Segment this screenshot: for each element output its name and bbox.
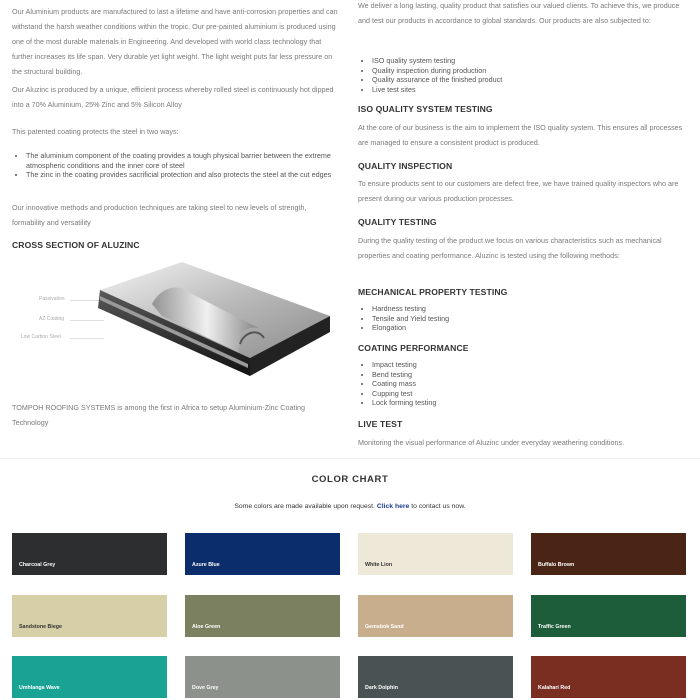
color-swatch[interactable]	[12, 595, 167, 637]
list-item: • Quality inspection during production	[372, 66, 688, 76]
figure-label-az-coating: AZ Coating	[39, 316, 65, 322]
list-item: • Lock forming testing	[372, 398, 688, 408]
color-swatch[interactable]	[358, 533, 513, 575]
aluminium-paragraph: Our Aluminium products are manufactured to last a lifetime and have anti-corrosion properties and can withstand the harsh weather conditions within the tropic. Our pre-painted aluminium is produced using one of the most durable materials in Engineering. And developed with world class technology that further increases its life span. Very durable yet light weight. The light weight puts far less pressure on the structural building.	[12, 7, 338, 76]
coating-performance-bullets	[358, 360, 688, 408]
live-test-text: Monitoring the visual performance of Aluzinc under everyday weathering conditions.	[358, 438, 625, 447]
list-item: • The zinc in the coating provides sacrificial protection and also protects the steel at the cut edges	[26, 170, 340, 180]
color-swatch[interactable]	[358, 656, 513, 698]
color-swatch[interactable]	[531, 595, 686, 637]
iso-testing-heading: ISO QUALITY SYSTEM TESTING	[358, 104, 493, 114]
list-item: • Tensile and Yield testing	[372, 314, 688, 324]
list-item: • Hardness testing	[372, 304, 688, 314]
swatch-label: Gemsbok Sand	[365, 624, 404, 630]
innovation-paragraph: Our innovative methods and production techniques are taking steel to new levels of strength, formability and versatility	[12, 203, 307, 227]
note-text: Some colors are made available upon request.	[234, 503, 375, 510]
list-item: • Impact testing	[372, 360, 688, 370]
color-swatch[interactable]	[185, 533, 340, 575]
swatch-label: Umhlanga Wave	[19, 685, 60, 691]
coating-performance-heading: COATING PERFORMANCE	[358, 343, 469, 353]
color-swatch[interactable]	[358, 595, 513, 637]
swatch-label: Traffic Green	[538, 624, 571, 630]
quality-inspection-text: To ensure products sent to our customers are defect free, we have trained quality inspectors who are present during our various production processes.	[358, 179, 679, 203]
list-item: • Bend testing	[372, 370, 688, 380]
color-swatch[interactable]	[185, 656, 340, 698]
quality-intro-bullets	[358, 56, 688, 94]
quality-testing-text: During the quality testing of the product we focus on various characteristics such as mechanical properties and coating performance. Aluzinc is tested using the following methods:	[358, 236, 662, 260]
aluzinc-paragraph: Our Aluzinc is produced by a unique, efficient process whereby rolled steel is continuously hot dipped into a 70% Aluminium, 25% Zinc and 5% Silicon Alloy	[12, 85, 334, 109]
list-item: • Quality assurance of the finished product	[372, 75, 688, 85]
swatch-label: Buffalo Brown	[538, 562, 575, 568]
swatch-label: Aloe Green	[192, 624, 221, 630]
tompoh-paragraph: TOMPOH ROOFING SYSTEMS is among the first in Africa to setup Aluminium-Zinc Coating Technology	[12, 403, 306, 427]
swatch-label: Azure Blue	[192, 562, 220, 568]
figure-label-passivation: Passivation	[39, 296, 65, 302]
list-item: • Cupping test	[372, 389, 688, 399]
mechanical-testing-heading: MECHANICAL PROPERTY TESTING	[358, 287, 508, 297]
note-text-end: to contact us now.	[411, 503, 466, 510]
list-item: • ISO quality system testing	[372, 56, 688, 66]
quality-intro-paragraph: We deliver a long lasting, quality product that satisfies our valued clients. To achieve this, we produce and test our products in accordance to global standards. Our products are also subjected to:	[358, 1, 680, 25]
aluzinc-cross-section-figure	[12, 258, 340, 388]
color-swatch[interactable]	[531, 656, 686, 698]
coating-bullets	[12, 151, 340, 180]
contact-link[interactable]: Click here	[376, 503, 410, 510]
figure-label-low-carbon-steel: Low Carbon Steel	[21, 334, 61, 340]
list-item: • The aluminium component of the coating provides a tough physical barrier between the extreme atmospheric conditions and the inner core of steel	[26, 151, 340, 170]
color-swatch[interactable]	[12, 656, 167, 698]
swatch-label: White Lion	[365, 562, 393, 568]
quality-testing-heading: QUALITY TESTING	[358, 217, 437, 227]
color-swatch[interactable]	[185, 595, 340, 637]
quality-inspection-heading: QUALITY INSPECTION	[358, 161, 453, 171]
list-item: • Live test sites	[372, 85, 688, 95]
section-divider	[0, 458, 700, 459]
color-swatch[interactable]	[531, 533, 686, 575]
color-chart-title: COLOR CHART	[311, 474, 389, 485]
iso-testing-text: At the core of our business is the aim to implement the ISO quality system. This ensures all processes are managed to ensure a consistent product is produced.	[358, 123, 683, 147]
mechanical-testing-bullets	[358, 304, 688, 333]
list-item: • Elongation	[372, 323, 688, 333]
swatch-label: Charcoal Grey	[19, 562, 56, 568]
swatch-label: Dove Grey	[192, 685, 219, 691]
swatch-label: Kalahari Red	[538, 685, 571, 691]
steel-sheet-illustration	[12, 258, 340, 388]
coating-intro-paragraph: This patented coating protects the steel in two ways:	[12, 127, 179, 136]
swatch-label: Sandstone Biege	[19, 624, 62, 630]
swatch-label: Dark Dolphin	[365, 685, 398, 691]
color-chart-note	[0, 503, 700, 510]
cross-section-title: CROSS SECTION OF ALUZINC	[12, 240, 140, 250]
live-test-heading: LIVE TEST	[358, 419, 403, 429]
color-swatch[interactable]	[12, 533, 167, 575]
list-item: • Coating mass	[372, 379, 688, 389]
